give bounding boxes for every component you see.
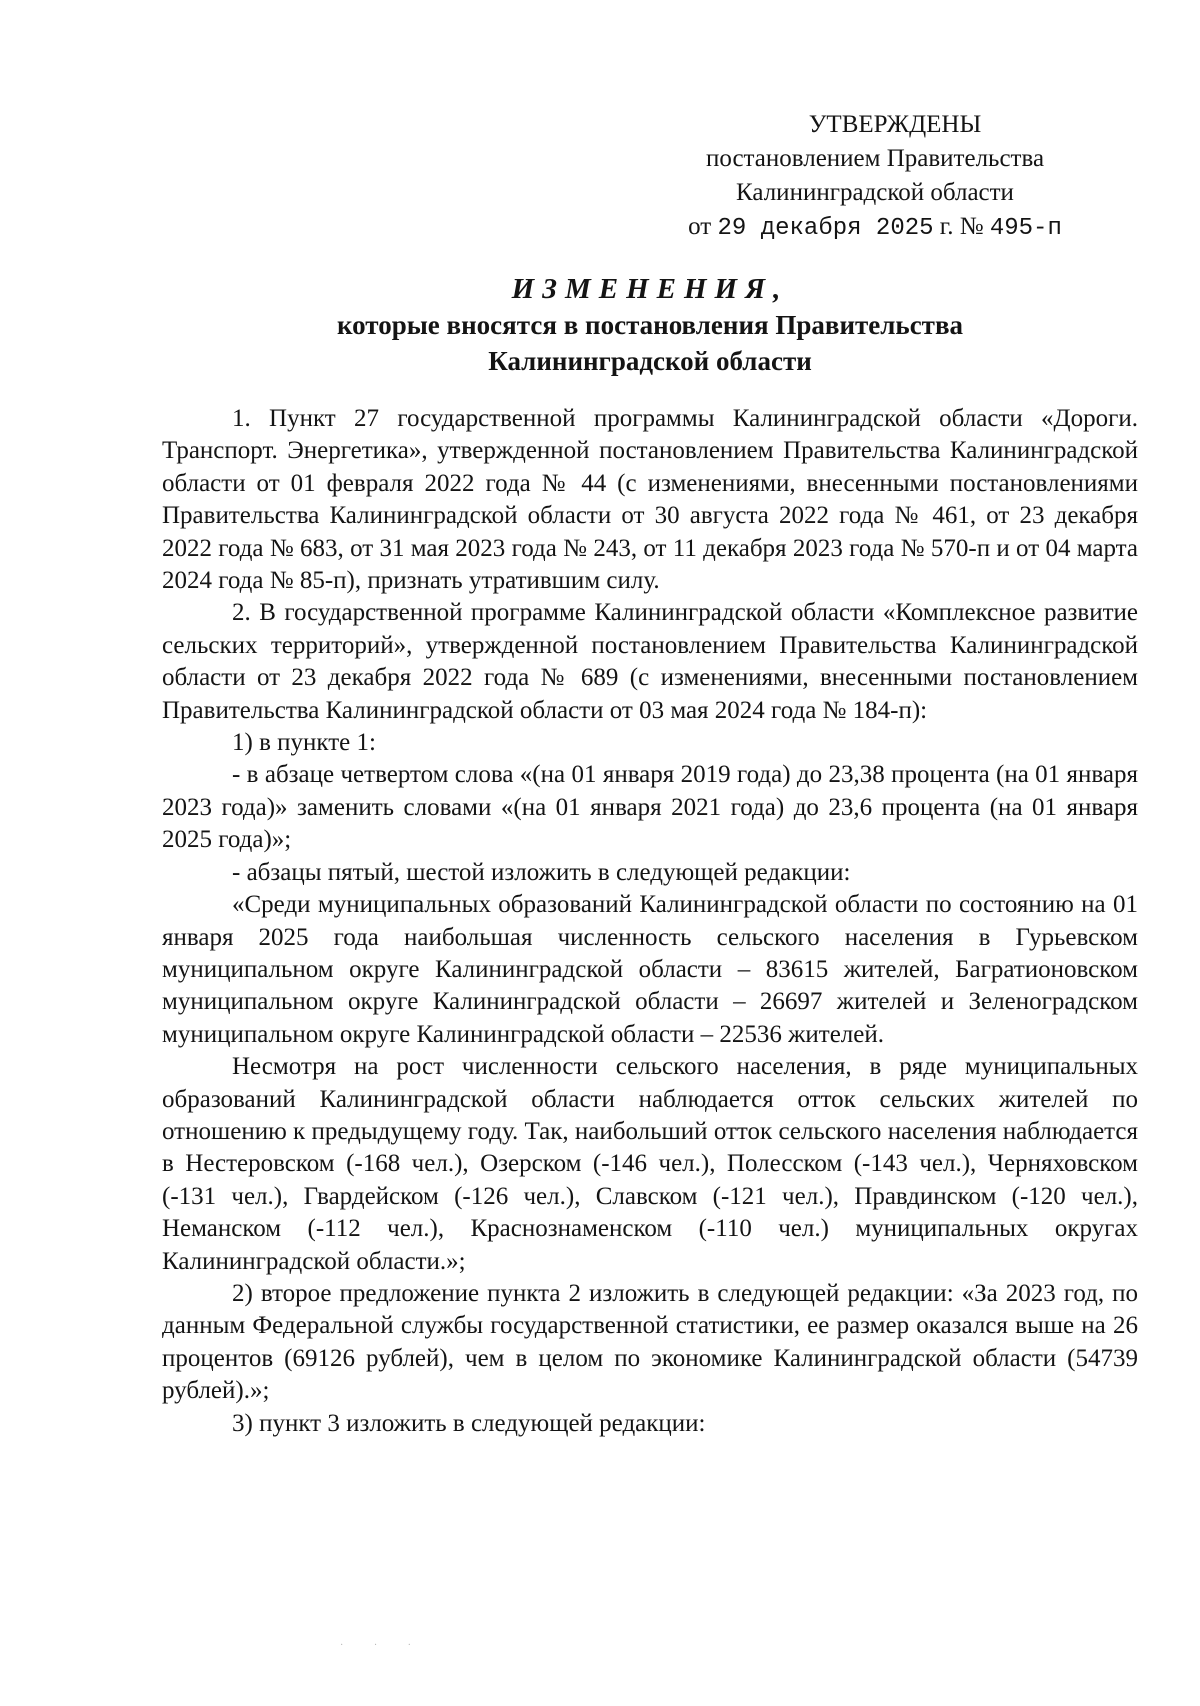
title-subtitle-line2: Калининградской области xyxy=(488,346,812,376)
approval-date-prefix: от xyxy=(688,213,712,240)
paragraph-2: 2. В государственной программе Калининградской области «Комплексное развитие сельских территорий», утвержденной постановлением Правительства Калининградской области от 23 декабря 2022 года № 689 (с изменениями, внесенными постановлением Правительства Калининградской области от 03 мая 2024 года № 184-п): xyxy=(162,599,1138,724)
approval-heading: УТВЕРЖДЕНЫ xyxy=(808,111,982,138)
paragraph-2-subitem-1: 1) в пункте 1: xyxy=(232,729,376,757)
paragraph-2-dash-2: - абзацы пятый, шестой изложить в следующей редакции: xyxy=(232,858,851,886)
document-body xyxy=(162,403,1138,1440)
title-heading: ИЗМЕНЕНИЯ, xyxy=(511,273,789,305)
approval-stamp xyxy=(640,108,1110,246)
approval-date: 29 декабря 2025 xyxy=(717,215,934,242)
approval-line-resolution: постановлением Правительства xyxy=(705,145,1045,172)
approval-date-line xyxy=(640,210,1110,246)
paragraph-2-subitem-2: 2) второе предложение пункта 2 изложить в следующей редакции: «За 2023 год, по данным Федеральной службы государственной статистики, ее размер оказался выше на 26 процентов (69126 рублей), чем в целом по экономике Калининградской области (54739 рублей).»; xyxy=(162,1279,1138,1405)
scan-artifact: · · · xyxy=(340,1640,425,1651)
quoted-paragraph-1: «Среди муниципальных образований Калининградской области по состоянию на 01 января 2025 года наибольшая численность сельского населения в Гурьевском муниципальном округе Калининградской области – 83615 жителей, Багратионовском муниципальном округе Калининградской области – 26697 жителей и Зеленоградском муниципальном округе Калининградской области – 22536 жителей. xyxy=(162,891,1138,1048)
document-title xyxy=(160,271,1140,379)
quoted-paragraph-2: Несмотря на рост численности сельского населения, в ряде муниципальных образований Калининградской области наблюдается отток сельских жителей по отношению к предыдущему году. Так, наибольший отток сельского населения наблюдается в Нестеровском (-168 чел.), Озерском (-146 чел.), Полесском (-143 чел.), Черняховском (-131 чел.), Гвардейском (-126 чел.), Славском (-121 чел.), Правдинском (-120 чел.), Неманском (-112 чел.), Краснознаменском (-110 чел.) муниципальных округах Калининградской области.»; xyxy=(162,1053,1138,1275)
paragraph-2-dash-1: - в абзаце четвертом слова «(на 01 января 2019 года) до 23,38 процента (на 01 января 2023 года)» заменить словами «(на 01 января 2021 года) до 23,6 процента (на 01 января 2025 года)»; xyxy=(162,761,1138,854)
approval-date-suffix: г. № xyxy=(939,213,984,240)
paragraph-2-subitem-3: 3) пункт 3 изложить в следующей редакции: xyxy=(232,1409,706,1437)
approval-line-region: Калининградской области xyxy=(736,179,1014,206)
paragraph-1: 1. Пункт 27 государственной программы Калининградской области «Дороги. Транспорт. Энергетика», утвержденной постановлением Правительства Калининградской области от 01 февраля 2022 года № 44 (с изменениями, внесенными постановлениями Правительства Калининградской области от 30 августа 2022 года № 461, от 23 декабря 2022 года № 683, от 31 мая 2023 года № 243, от 11 декабря 2023 года № 570-п и от 04 марта 2024 года № 85-п), признать утратившим силу. xyxy=(162,405,1138,595)
title-subtitle-line1: которые вносятся в постановления Правительства xyxy=(336,310,964,340)
approval-number: 495-п xyxy=(989,215,1062,242)
